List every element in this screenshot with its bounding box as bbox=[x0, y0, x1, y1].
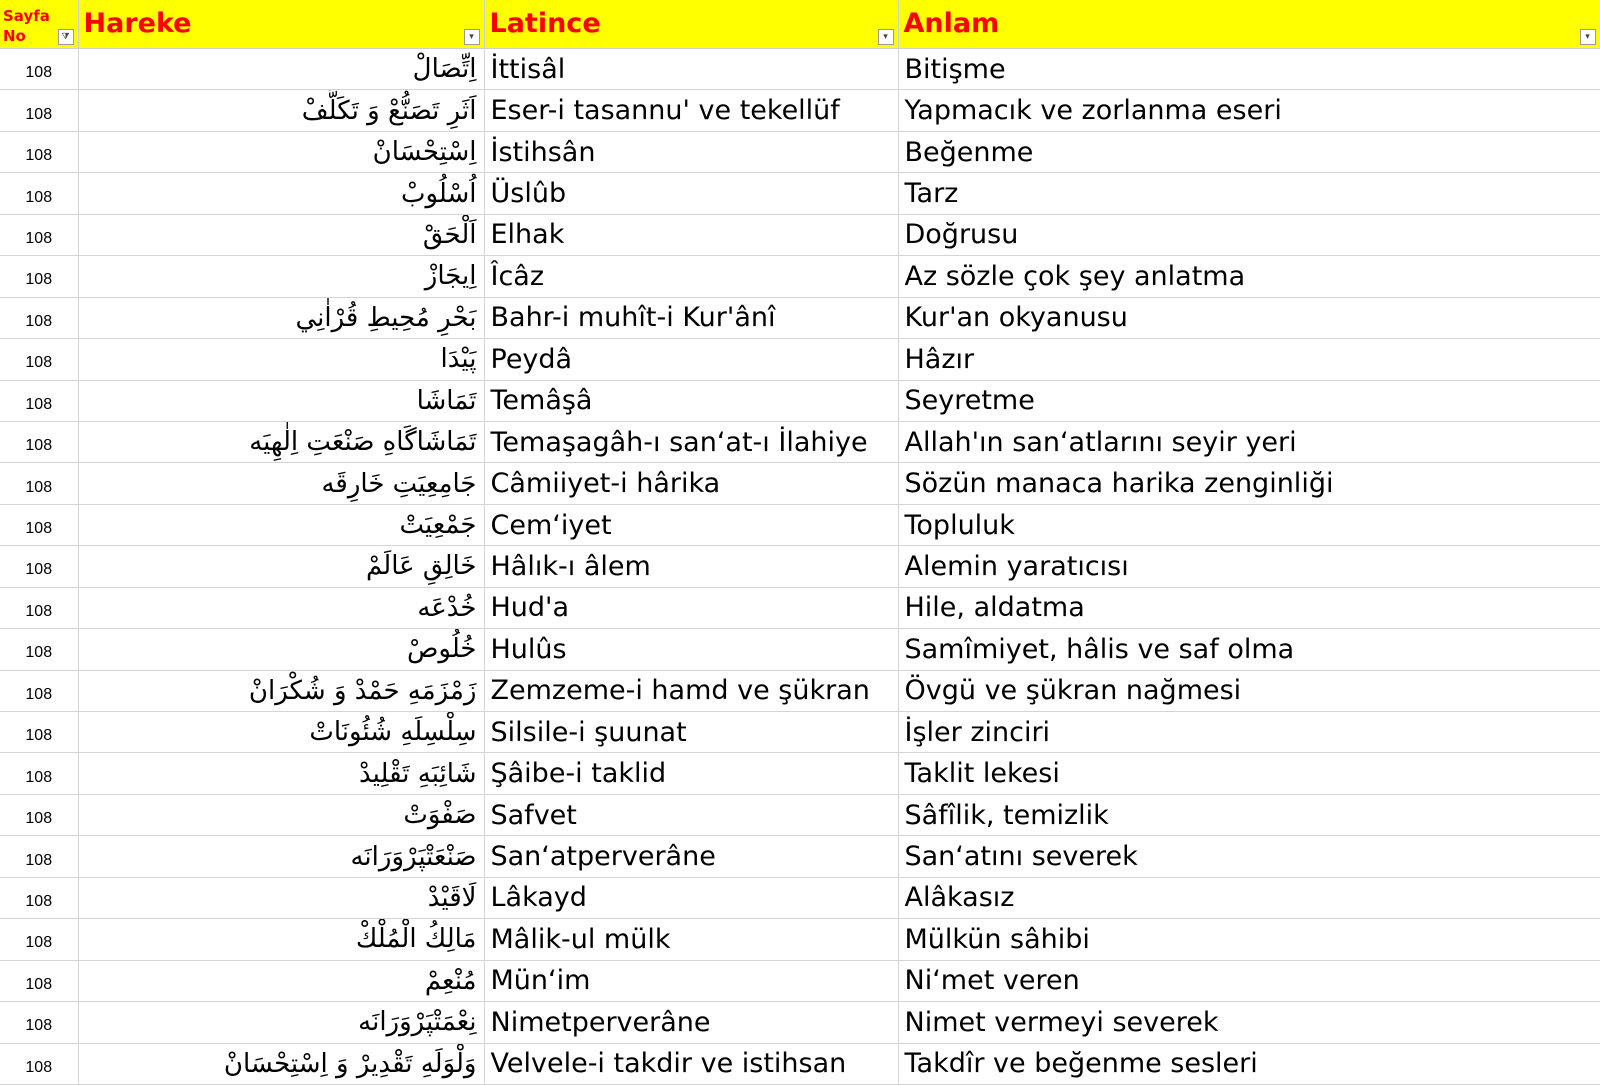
page-number-cell[interactable]: 108 bbox=[0, 256, 78, 297]
hareke-cell[interactable]: پَيْدَا bbox=[78, 339, 484, 380]
hareke-cell[interactable]: صَنْعَتْپَرْوَرَانَه bbox=[78, 836, 484, 877]
table-row bbox=[0, 297, 1600, 338]
table-body bbox=[0, 49, 1600, 1085]
page-number-cell[interactable]: 108 bbox=[0, 546, 78, 587]
latince-cell[interactable]: Hud'a bbox=[484, 587, 898, 628]
hareke-cell[interactable]: جَامِعِيَتِ خَارِقَه bbox=[78, 463, 484, 504]
anlam-cell[interactable]: Taklit lekesi bbox=[898, 753, 1600, 794]
anlam-cell[interactable]: Övgü ve şükran nağmesi bbox=[898, 670, 1600, 711]
hareke-cell[interactable]: تَمَاشَا bbox=[78, 380, 484, 421]
anlam-cell[interactable]: Alemin yaratıcısı bbox=[898, 546, 1600, 587]
latince-cell[interactable]: Cem‘iyet bbox=[484, 504, 898, 545]
hareke-cell[interactable]: جَمْعِيَتْ bbox=[78, 504, 484, 545]
hareke-cell[interactable]: تَمَاشَاگَاهِ صَنْعَتِ اِلٰهِيَه bbox=[78, 421, 484, 462]
table-row bbox=[0, 214, 1600, 255]
latince-cell[interactable]: Safvet bbox=[484, 794, 898, 835]
page-number-cell[interactable]: 108 bbox=[0, 49, 78, 90]
anlam-cell[interactable]: Seyretme bbox=[898, 380, 1600, 421]
page-number-cell[interactable]: 108 bbox=[0, 836, 78, 877]
latince-cell[interactable]: Bahr-i muhît-i Kur'ânî bbox=[484, 297, 898, 338]
page-number-cell[interactable]: 108 bbox=[0, 877, 78, 918]
latince-cell[interactable]: San‘atperverâne bbox=[484, 836, 898, 877]
filter-active-icon[interactable]: ⧩ bbox=[58, 29, 74, 45]
anlam-cell[interactable]: Yapmacık ve zorlanma eseri bbox=[898, 90, 1600, 131]
page-number-cell[interactable]: 108 bbox=[0, 712, 78, 753]
table-row bbox=[0, 877, 1600, 918]
page-number-cell[interactable]: 108 bbox=[0, 587, 78, 628]
table-row bbox=[0, 504, 1600, 545]
latince-cell[interactable]: İttisâl bbox=[484, 49, 898, 90]
table-row bbox=[0, 712, 1600, 753]
hareke-cell[interactable]: اِيجَازْ bbox=[78, 256, 484, 297]
hareke-cell[interactable]: زَمْزَمَهِ حَمْدْ وَ شُكْرَانْ bbox=[78, 670, 484, 711]
table-row bbox=[0, 90, 1600, 131]
anlam-cell[interactable]: Hâzır bbox=[898, 339, 1600, 380]
table-row bbox=[0, 339, 1600, 380]
hareke-cell[interactable]: خُدْعَه bbox=[78, 587, 484, 628]
hareke-cell[interactable]: سِلْسِلَهِ شُئُونَاتْ bbox=[78, 712, 484, 753]
hareke-cell[interactable]: خَالِقِ عَالَمْ bbox=[78, 546, 484, 587]
anlam-cell[interactable]: Bitişme bbox=[898, 49, 1600, 90]
latince-cell[interactable]: Üslûb bbox=[484, 173, 898, 214]
anlam-cell[interactable]: San‘atını severek bbox=[898, 836, 1600, 877]
table-row bbox=[0, 587, 1600, 628]
anlam-cell[interactable]: Sözün manaca harika zenginliği bbox=[898, 463, 1600, 504]
table-row bbox=[0, 919, 1600, 960]
latince-cell[interactable]: Lâkayd bbox=[484, 877, 898, 918]
latince-cell[interactable]: Hulûs bbox=[484, 629, 898, 670]
table-row bbox=[0, 49, 1600, 90]
page-number-cell[interactable]: 108 bbox=[0, 960, 78, 1001]
dropdown-arrow-icon[interactable]: ▾ bbox=[878, 29, 894, 45]
latince-cell[interactable]: Eser-i tasannu' ve tekellüf bbox=[484, 90, 898, 131]
table-row bbox=[0, 836, 1600, 877]
table-row bbox=[0, 131, 1600, 172]
latince-cell[interactable]: İstihsân bbox=[484, 131, 898, 172]
page-number-cell[interactable]: 108 bbox=[0, 919, 78, 960]
latince-cell[interactable]: Peydâ bbox=[484, 339, 898, 380]
column-header-label: Hareke bbox=[83, 8, 192, 39]
page-number-cell[interactable]: 108 bbox=[0, 131, 78, 172]
anlam-cell[interactable]: Samîmiyet, hâlis ve saf olma bbox=[898, 629, 1600, 670]
hareke-cell[interactable]: اَثَرِ تَصَنُّعْ وَ تَكَلُّفْ bbox=[78, 90, 484, 131]
anlam-cell[interactable]: Alâkasız bbox=[898, 877, 1600, 918]
hareke-cell[interactable]: شَائِبَهِ تَقْلِيدْ bbox=[78, 753, 484, 794]
table-row bbox=[0, 1002, 1600, 1043]
page-number-cell[interactable]: 108 bbox=[0, 670, 78, 711]
header-row bbox=[0, 0, 1600, 49]
latince-cell[interactable]: Velvele-i takdir ve istihsan bbox=[484, 1043, 898, 1084]
column-header-page-no[interactable] bbox=[0, 0, 78, 49]
page-number-cell[interactable]: 108 bbox=[0, 380, 78, 421]
latince-cell[interactable]: Temaşagâh-ı san‘at-ı İlahiye bbox=[484, 421, 898, 462]
anlam-cell[interactable]: Hile, aldatma bbox=[898, 587, 1600, 628]
table-row bbox=[0, 960, 1600, 1001]
latince-cell[interactable]: Temâşâ bbox=[484, 380, 898, 421]
page-number-cell[interactable]: 108 bbox=[0, 463, 78, 504]
latince-cell[interactable]: Îcâz bbox=[484, 256, 898, 297]
table-row bbox=[0, 380, 1600, 421]
table-row bbox=[0, 546, 1600, 587]
anlam-cell[interactable]: Topluluk bbox=[898, 504, 1600, 545]
column-header-latince[interactable] bbox=[484, 0, 898, 49]
column-header-label: Latince bbox=[489, 8, 601, 39]
page-number-cell[interactable]: 108 bbox=[0, 794, 78, 835]
table-row bbox=[0, 629, 1600, 670]
page-number-cell[interactable]: 108 bbox=[0, 297, 78, 338]
table-row bbox=[0, 670, 1600, 711]
page-number-cell[interactable]: 108 bbox=[0, 214, 78, 255]
anlam-cell[interactable]: Sâfîlik, temizlik bbox=[898, 794, 1600, 835]
anlam-cell[interactable]: Kur'an okyanusu bbox=[898, 297, 1600, 338]
latince-cell[interactable]: Şâibe-i taklid bbox=[484, 753, 898, 794]
latince-cell[interactable]: Mâlik-ul mülk bbox=[484, 919, 898, 960]
latince-cell[interactable]: Câmiiyet-i hârika bbox=[484, 463, 898, 504]
hareke-cell[interactable]: اَلْحَقْ bbox=[78, 214, 484, 255]
anlam-cell[interactable]: Allah'ın san‘atlarını seyir yeri bbox=[898, 421, 1600, 462]
anlam-cell[interactable]: Nimet vermeyi severek bbox=[898, 1002, 1600, 1043]
page-number-cell[interactable]: 108 bbox=[0, 629, 78, 670]
page-number-cell[interactable]: 108 bbox=[0, 1002, 78, 1043]
page-number-cell[interactable]: 108 bbox=[0, 753, 78, 794]
hareke-cell[interactable]: لَاقَيْدْ bbox=[78, 877, 484, 918]
latince-cell[interactable]: Mün‘im bbox=[484, 960, 898, 1001]
dropdown-arrow-icon[interactable]: ▾ bbox=[464, 29, 480, 45]
latince-cell[interactable]: Nimetperverâne bbox=[484, 1002, 898, 1043]
latince-cell[interactable]: Silsile-i şuunat bbox=[484, 712, 898, 753]
table-row bbox=[0, 753, 1600, 794]
page-number-cell[interactable]: 108 bbox=[0, 504, 78, 545]
column-header-label: Anlam bbox=[903, 8, 1000, 39]
latince-cell[interactable]: Elhak bbox=[484, 214, 898, 255]
table-row bbox=[0, 1043, 1600, 1084]
hareke-cell[interactable]: مَالِكُ الْمُلْكْ bbox=[78, 919, 484, 960]
page-number-cell[interactable]: 108 bbox=[0, 1043, 78, 1084]
page-number-cell[interactable]: 108 bbox=[0, 339, 78, 380]
table-row bbox=[0, 463, 1600, 504]
anlam-cell[interactable]: Ni‘met veren bbox=[898, 960, 1600, 1001]
hareke-cell[interactable]: اُسْلُوبْ bbox=[78, 173, 484, 214]
anlam-cell[interactable]: Mülkün sâhibi bbox=[898, 919, 1600, 960]
column-header-hareke[interactable] bbox=[78, 0, 484, 49]
table-row bbox=[0, 794, 1600, 835]
hareke-cell[interactable]: خُلُوصْ bbox=[78, 629, 484, 670]
page-number-cell[interactable]: 108 bbox=[0, 90, 78, 131]
hareke-cell[interactable]: اِسْتِحْسَانْ bbox=[78, 131, 484, 172]
hareke-cell[interactable]: نِعْمَتْپَرْوَرَانَه bbox=[78, 1002, 484, 1043]
hareke-cell[interactable]: اِتِّصَالْ bbox=[78, 49, 484, 90]
latince-cell[interactable]: Zemzeme-i hamd ve şükran bbox=[484, 670, 898, 711]
page-number-cell[interactable]: 108 bbox=[0, 173, 78, 214]
anlam-cell[interactable]: Beğenme bbox=[898, 131, 1600, 172]
anlam-cell[interactable]: Takdîr ve beğenme sesleri bbox=[898, 1043, 1600, 1084]
hareke-cell[interactable]: وَلْوَلَهِ تَقْدِيرْ وَ اِسْتِحْسَانْ bbox=[78, 1043, 484, 1084]
column-header-anlam[interactable] bbox=[898, 0, 1600, 49]
hareke-cell[interactable]: مُنْعِمْ bbox=[78, 960, 484, 1001]
hareke-cell[interactable]: بَحْرِ مُحِيطِ قُرْاٰنِي bbox=[78, 297, 484, 338]
latince-cell[interactable]: Hâlık-ı âlem bbox=[484, 546, 898, 587]
dropdown-arrow-icon[interactable]: ▾ bbox=[1580, 29, 1596, 45]
hareke-cell[interactable]: صَفْوَتْ bbox=[78, 794, 484, 835]
anlam-cell[interactable]: Az sözle çok şey anlatma bbox=[898, 256, 1600, 297]
table-row bbox=[0, 256, 1600, 297]
anlam-cell[interactable]: Tarz bbox=[898, 173, 1600, 214]
column-header-label: Sayfa No bbox=[3, 6, 50, 45]
anlam-cell[interactable]: Doğrusu bbox=[898, 214, 1600, 255]
page-number-cell[interactable]: 108 bbox=[0, 421, 78, 462]
table-row bbox=[0, 173, 1600, 214]
table-row bbox=[0, 421, 1600, 462]
anlam-cell[interactable]: İşler zinciri bbox=[898, 712, 1600, 753]
